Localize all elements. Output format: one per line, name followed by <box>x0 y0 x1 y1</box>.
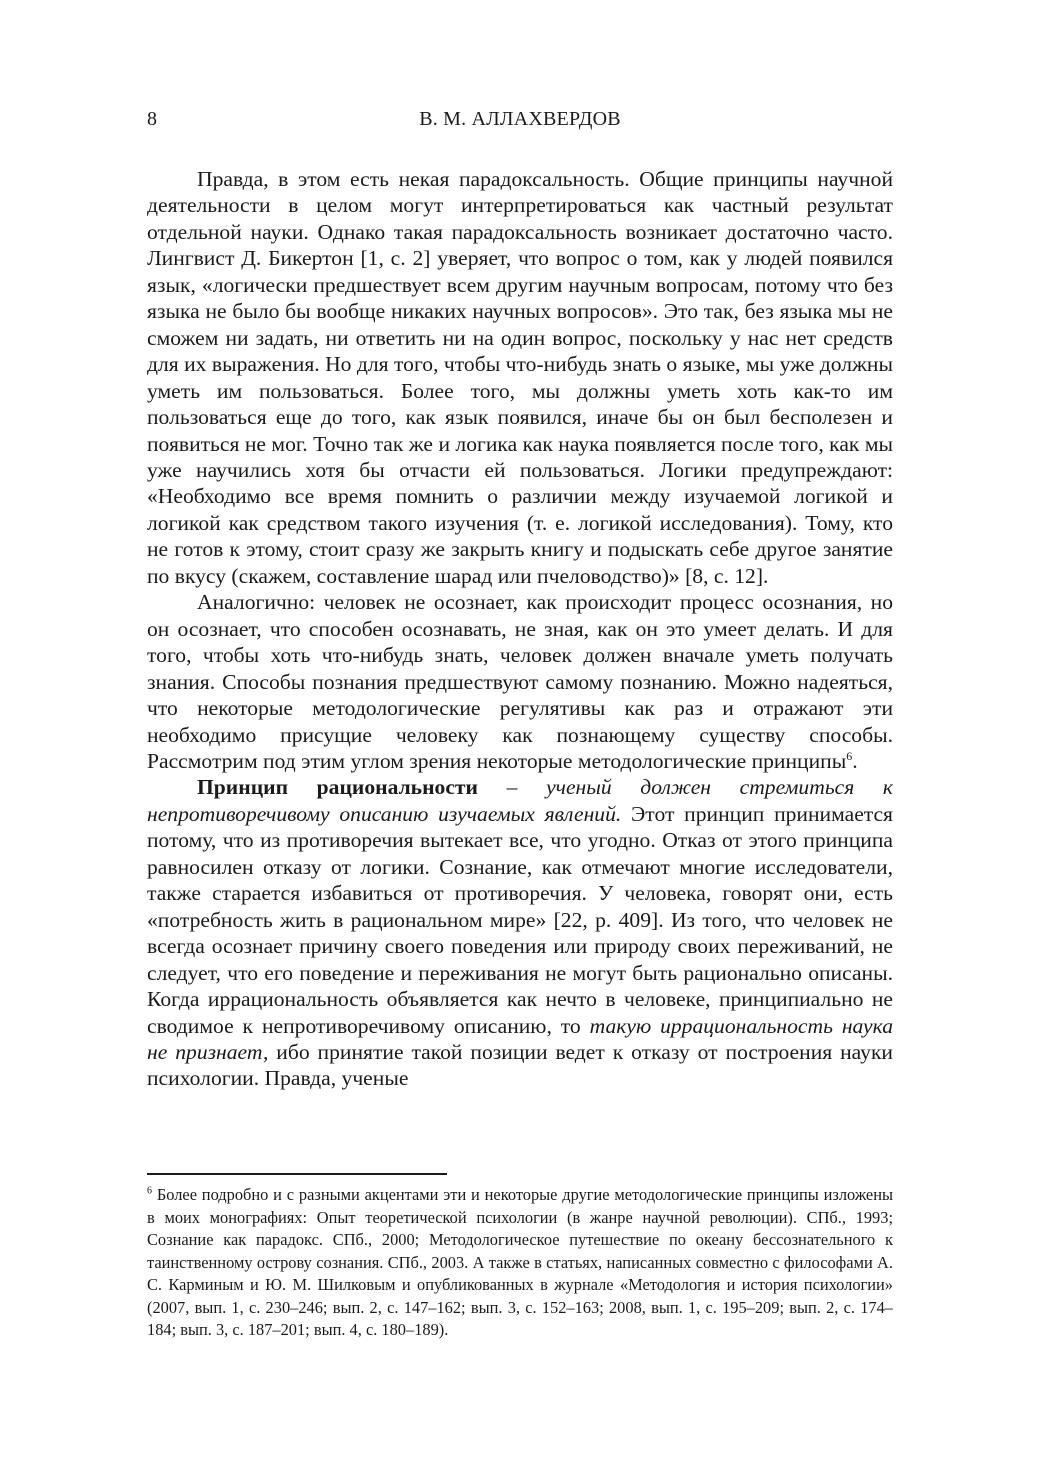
footnote-number: 6 <box>147 1185 152 1197</box>
paragraph-3-italic-b: такую иррациональность наука не признает, <box>147 1013 893 1064</box>
paragraph-2 <box>147 589 893 774</box>
body-text <box>147 166 893 1092</box>
running-head: В. М. АЛЛАХВЕРДОВ <box>419 108 621 130</box>
paragraph-1: Правда, в этом есть некая парадоксальность. Общие принципы научной деятельности в целом могут интерпретироваться как частный результат отдельной науки. Однако такая парадоксальность возникает достаточно часто. Лингвист Д. Бикертон [1, с. 2] уверяет, что вопрос о том, как у людей появился язык, «логически предшествует всем другим научным вопросам, потому что без языка не было бы вообще никаких научных вопросов». Это так, без языка мы не сможем ни задать, ни ответить ни на один вопрос, поскольку у нас нет средств для их выражения. Но для того, чтобы что-нибудь знать о языке, мы уже должны уметь им пользоваться. Более того, мы должны уметь хоть как-то им пользоваться еще до того, как язык появился, иначе бы он был бесполезен и появиться не мог. Точно так же и логика как наука появляется после того, как мы уже научились хотя бы отчасти ей пользоваться. Логики предупреждают: «Необходимо все время помнить о различии между изучаемой логикой и логикой как средством такого изучения (т. е. логикой исследования). Тому, кто не готов к этому, стоит сразу же закрыть книгу и подыскать себе другое занятие по вкусу (скажем, составление шарад или пчеловодство)» [8, с. 12]. <box>147 167 893 588</box>
page-number: 8 <box>147 108 157 130</box>
footnote-text: Более подробно и с разными акцентами эти и некоторые другие методологические принципы изложены в моих монографиях: Опыт теоретической психологии (в жанре научной революции). СПб., 1993; Сознание как парадокс. СПб., 2000; Методологическое путешествие по океану бессознательного к таинственному острову сознания. СПб., 2003. А также в статьях, написанных совместно с философами А. С. Карминым и Ю. М. Шилковым и опубликованных в журнале «Методология и история психологии» (2007, вып. 1, с. 230–246; вып. 2, с. 147–162; вып. 3, с. 152–163; 2008, вып. 1, с. 195–209; вып. 2, с. 174–184; вып. 3, с. 187–201; вып. 4, с. 180–189). <box>147 1185 893 1339</box>
paragraph-2-text: Аналогично: человек не осознает, как происходит процесс осознания, но он осознает, что способен осознавать, не зная, как он это умеет делать. И для того, чтобы хоть что-нибудь знать, человек должен вначале уметь получать знания. Способы познания предшествуют самому познанию. Можно надеяться, что некоторые методологические регулятивы как раз и отражают эти необходимо присущие человеку как познающему существу способы. Рассмотрим под этим углом зрения некоторые методологические принципы <box>147 590 893 773</box>
principle-title: Принцип рациональности <box>197 775 478 800</box>
paragraph-2-end: . <box>852 748 858 773</box>
principle-definition: ученый должен стремиться к непротиворечивому описанию изучаемых явлений. <box>147 775 894 826</box>
paragraph-3 <box>147 774 893 1091</box>
footnote-reference[interactable]: 6 <box>846 748 853 763</box>
footnote <box>147 1184 893 1342</box>
principle-dash: – <box>477 775 547 800</box>
footnote-divider <box>147 1173 447 1175</box>
paragraph-3-text-a: Этот принцип принимается потому, что из противоречия вытекает все, что угодно. Отказ от этого принципа равносилен отказу от логики. Сознание, как отмечают многие исследователи, также старается избавиться от противоречия. У человека, говорят они, есть «потребность жить в рациональном мире» [22, p. 409]. Из того, что человек не всегда осознает причину своего поведения или природу своих переживаний, не следует, что его поведение и переживания не могут быть рационально описаны. Когда иррациональность объявляется как нечто в человеке, принципиально не сводимое к непротиворечивому описанию, то <box>147 801 893 1038</box>
paragraph-3-text-b: ибо принятие такой позиции ведет к отказу от построения науки психологии. Правда, ученые <box>147 1039 893 1091</box>
